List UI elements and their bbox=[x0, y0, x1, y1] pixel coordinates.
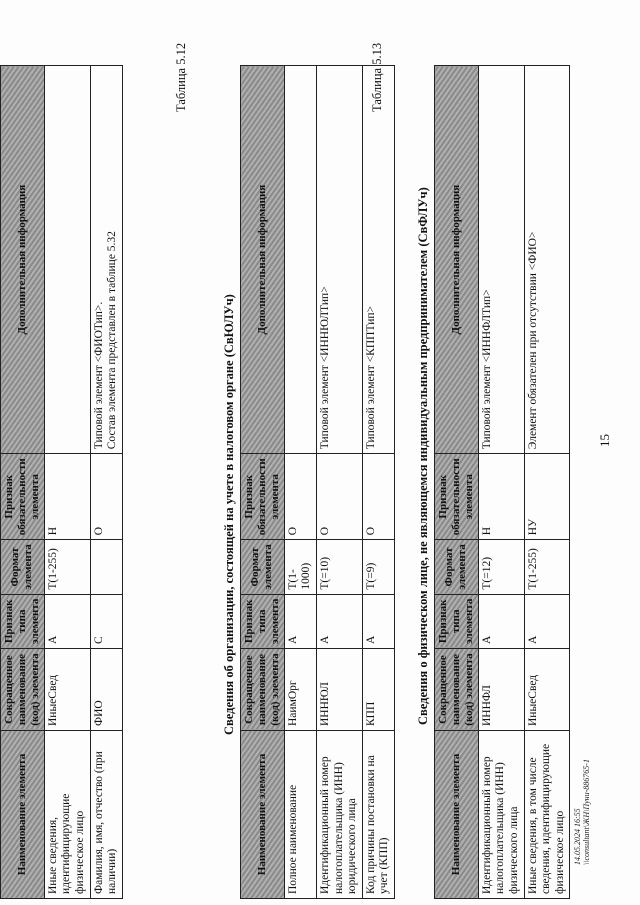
table-cell: Полное наименование bbox=[284, 731, 316, 899]
table-cell: Типовой элемент <ИННЮЛТип> bbox=[317, 66, 363, 454]
table-cell: T(1-1000) bbox=[284, 540, 316, 594]
column-header: Формат элемента bbox=[241, 540, 285, 594]
table-cell: Н bbox=[44, 454, 90, 540]
column-header: Дополнительная информация bbox=[1, 66, 45, 454]
table-cell: Идентификационный номер налогоплательщика (ИНН) юридического лица bbox=[317, 731, 363, 899]
table-cell: А bbox=[317, 594, 363, 648]
table-cell: А bbox=[478, 594, 524, 648]
table-cell: ИныеСвед bbox=[44, 649, 90, 731]
table-cell bbox=[90, 540, 122, 594]
table-cell: Иные сведения, идентифицирующие физическое лицо bbox=[44, 731, 90, 899]
table-cell: О bbox=[362, 454, 394, 540]
table-caption-5-13: Сведения о физическом лице, не являющемся индивидуальным предпринимателем (СвФЛУч) bbox=[416, 187, 430, 725]
column-header: Формат элемента bbox=[435, 540, 479, 594]
column-header: Дополнительная информация bbox=[435, 66, 479, 454]
table-cell: А bbox=[284, 594, 316, 648]
table-cell: НаимОрг bbox=[284, 649, 316, 731]
column-header: Наименование элемента bbox=[241, 731, 285, 899]
column-header: Признак обязательности элемента bbox=[1, 454, 45, 540]
table-label-5-12: Таблица 5.12 bbox=[174, 42, 188, 112]
table-row bbox=[478, 66, 524, 899]
table-cell: T(=9) bbox=[362, 540, 394, 594]
table-caption-5-12: Сведения об организации, состоящей на учете в налоговом органе (СвЮЛУч) bbox=[222, 294, 236, 735]
table-cell: А bbox=[524, 594, 570, 648]
table-row bbox=[90, 66, 122, 899]
table-cell: Код причины постановки на учет (КПП) bbox=[362, 731, 394, 899]
table-cell: ИННФЛ bbox=[478, 649, 524, 731]
table-cell: КПП bbox=[362, 649, 394, 731]
table-cell: Идентификационный номер налогоплательщика (ИНН) физического лица bbox=[478, 731, 524, 899]
column-header: Сокращенное наименование (код) элемента bbox=[435, 649, 479, 731]
table-row bbox=[44, 66, 90, 899]
page-number: 15 bbox=[597, 434, 612, 447]
table-cell: Фамилия, имя, отчество (при наличии) bbox=[90, 731, 122, 899]
table-cell: ИныеСвед bbox=[524, 649, 570, 731]
table-cell: А bbox=[44, 594, 90, 648]
table-header-row bbox=[241, 66, 285, 899]
column-header: Формат элемента bbox=[1, 540, 45, 594]
stamp-line-path: \\consultant\ЖН\Пуни-886765-1 bbox=[581, 759, 591, 865]
table-cell: С bbox=[90, 594, 122, 648]
table-row bbox=[362, 66, 394, 899]
table-label-5-13: Таблица 5.13 bbox=[370, 42, 384, 112]
column-header: Дополнительная информация bbox=[241, 66, 285, 454]
table-cell: Н bbox=[478, 454, 524, 540]
table-header-row bbox=[1, 66, 45, 899]
table-cell: T(=12) bbox=[478, 540, 524, 594]
table-row bbox=[317, 66, 363, 899]
table-cell bbox=[44, 66, 90, 454]
table-continuation bbox=[0, 65, 123, 899]
column-header: Признак типа элемента bbox=[1, 594, 45, 648]
table-cell: НУ bbox=[524, 454, 570, 540]
column-header: Признак типа элемента bbox=[435, 594, 479, 648]
document-stamp bbox=[574, 759, 592, 865]
table-cell: T(=10) bbox=[317, 540, 363, 594]
column-header: Признак обязательности элемента bbox=[241, 454, 285, 540]
table-row bbox=[284, 66, 316, 899]
column-header: Признак типа элемента bbox=[241, 594, 285, 648]
table-cell: Иные сведения, в том числе сведения, идентифицирующие физическое лицо bbox=[524, 731, 570, 899]
table-5-12 bbox=[240, 65, 395, 899]
column-header: Сокращенное наименование (код) элемента bbox=[1, 649, 45, 731]
stamp-line-date: 14.05.2024 16:55 bbox=[573, 808, 582, 865]
column-header: Наименование элемента bbox=[1, 731, 45, 899]
table-cell: ИННЮЛ bbox=[317, 649, 363, 731]
table-cell: О bbox=[90, 454, 122, 540]
table-cell: А bbox=[362, 594, 394, 648]
column-header: Наименование элемента bbox=[435, 731, 479, 899]
table-header-row bbox=[435, 66, 479, 899]
table-row bbox=[524, 66, 570, 899]
column-header: Признак обязательности элемента bbox=[435, 454, 479, 540]
table-cell: Типовой элемент <КППТип> bbox=[362, 66, 394, 454]
table-5-13 bbox=[434, 65, 570, 899]
table-cell: T(1-255) bbox=[44, 540, 90, 594]
table-cell: Типовой элемент <ФИОТип>. Состав элемента представлен в таблице 5.32 bbox=[90, 66, 122, 454]
table-cell bbox=[284, 66, 316, 454]
table-cell: О bbox=[317, 454, 363, 540]
table-cell: О bbox=[284, 454, 316, 540]
table-cell: Элемент обязателен при отсутствии <ФИО> bbox=[524, 66, 570, 454]
table-cell: ФИО bbox=[90, 649, 122, 731]
table-cell: T(1-255) bbox=[524, 540, 570, 594]
table-cell: Типовой элемент <ИННФЛТип> bbox=[478, 66, 524, 454]
column-header: Сокращенное наименование (код) элемента bbox=[241, 649, 285, 731]
